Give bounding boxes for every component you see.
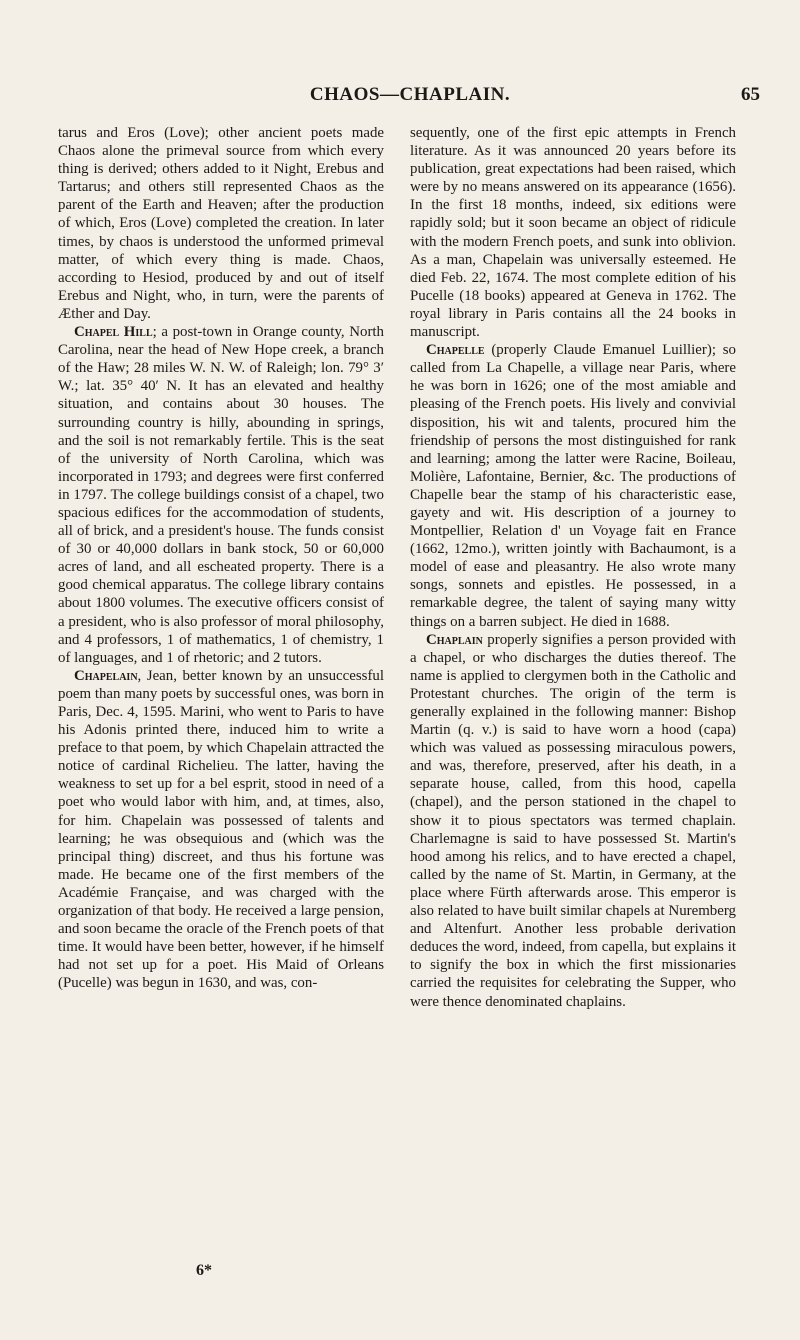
entry-body: properly signifies a person provided with a chapel, or who discharges the duties thereof. The name is applied to clergymen both in the Catholic and Protestant churches. The origin of the term is generally explained in the following manner: Bishop Martin (q. v.) is said to have worn a hood (capa) which was valued as possessing miraculous powers, and was, therefore, preserved, after his death, in a separate house, called, from this hood, capella (chapel), and the person stationed in the chapel to show it to pious spectators was termed chaplain. Charlemagne is said to have possessed St. Martin's hood among his relics, and to have erected a chapel, called by the name of St. Martin, in Germany, at the place where Fürth afterwards arose. This emperor is also related to have built similar chapels at Nuremberg and Altenfurt. Another less probable derivation deduces the word, indeed, from capella, but explains it to signify the box in which the first missionaries carried the requisites for celebrating the Supper, who were thence denominated chaplains.: [410, 631, 736, 1010]
entry-headword: Chaplain: [426, 631, 483, 648]
entry-body: ; a post-town in Orange county, North Carolina, near the head of New Hope creek, a branch of the Haw; 28 miles W. N. W. of Raleigh; lon. 79° 3′ W.; lat. 35° 40′ N. It has an elevated and healthy situation, and contains about 30 houses. The surrounding country is hilly, abounding in springs, and the soil is not remarkably fertile. This is the seat of the university of North Carolina, which was incorporated in 1793; and degrees were first conferred in 1797. The college buildings consist of a chapel, two spacious edifices for the accommodation of students, all of brick, and a president's house. The funds consist of 30 or 40,000 dollars in bank stock, 50 or 60,000 acres of land, and all escheated property. There is a good chemical apparatus. The college library contains about 1800 volumes. The executive officers consist of a president, who is also professor of moral philosophy, and 4 professors, 1 of mathematics, 1 of chemistry, 1 of languages, and 1 of rhetoric; and 2 tutors.: [58, 324, 384, 666]
entry-chaplain: [410, 631, 736, 1011]
entry-chapelain: [58, 667, 384, 993]
entry-chapel-hill: [58, 323, 384, 667]
entry-headword: Chapel Hill: [74, 324, 153, 341]
page-number: 65: [741, 84, 760, 105]
entry-body: (properly Claude Emanuel Luillier); so called from La Chapelle, a village near Paris, where he was born in 1626; one of the most amiable and pleasing of the French poets. His lively and convivial disposition, his wit and talents, procured him the friendship of persons the most distinguished for rank and learning; among the latter were Racine, Boileau, Molière, Lafontaine, Bernier, &c. The productions of Chapelle bear the stamp of his characteristic ease, gayety and wit. His description of a journey to Montpellier, Relation d' un Voyage fait en France (1662, 12mo.), written jointly with Bachaumont, is a model of ease and pleasantry. He also wrote many songs, sonnets and epistles. He possessed, in a remarkable degree, the talent of saying many witty things on a barren subject. He died in 1688.: [410, 342, 736, 630]
entry-headword: Chapelain: [74, 667, 138, 684]
running-title: CHAOS—CHAPLAIN.: [309, 84, 511, 105]
running-head: [60, 84, 760, 108]
right-column: [410, 124, 736, 1011]
entry-chapelain-continued: sequently, one of the first epic attempts in French literature. As it was announced 20 years before its publication, great expectations had been raised, which were by no means answered on its appearance (1656). In the first 18 months, indeed, six editions were rapidly sold; but it soon became an object of ridicule with the modern French poets, and sunk into oblivion. As a man, Chapelain was universally esteemed. He died Feb. 22, 1674. The most complete edition of his Pucelle (18 books) appeared at Geneva in 1762. The royal library in Paris contains all the 24 books in manuscript.: [410, 125, 736, 341]
entry-chaos-continued: tarus and Eros (Love); other ancient poets made Chaos alone the primeval source from which every thing is derived; others added to it Night, Erebus and Tartarus; and others still represented Chaos as the parent of the Earth and Heaven; after the production of which, Eros (Love) completed the creation. In later times, by chaos is understood the unformed primeval matter, of which every thing is made. Chaos, according to Hesiod, produced by and out of itself Erebus and Night, who, in turn, were the parents of Æther and Day.: [58, 125, 384, 322]
entry-headword: Chapelle: [426, 342, 485, 359]
signature-mark: 6*: [196, 1262, 212, 1279]
left-column: [58, 124, 384, 993]
entry-body: , Jean, better known by an unsuccessful poem than many poets by successful ones, was born in Paris, Dec. 4, 1595. Marini, who went to Paris to have his Adonis printed there, induced him to write a preface to that poem, by which Chapelain attracted the notice of cardinal Richelieu. The latter, having the weakness to set up for a bel esprit, stood in need of a poet who would labor with him, and, at times, also, for him. Chapelain was possessed of talents and learning; he was obsequious and (which was the principal thing) discreet, and thus his fortune was made. He became one of the first members of the Académie Française, and was charged with the organization of that body. He received a large pension, and soon became the oracle of the French poets of that time. It would have been better, however, if he himself had not set up for a poet. His Maid of Orleans (Pucelle) was begun in 1630, and was, con-: [58, 667, 384, 992]
entry-chapelle: [410, 341, 736, 631]
